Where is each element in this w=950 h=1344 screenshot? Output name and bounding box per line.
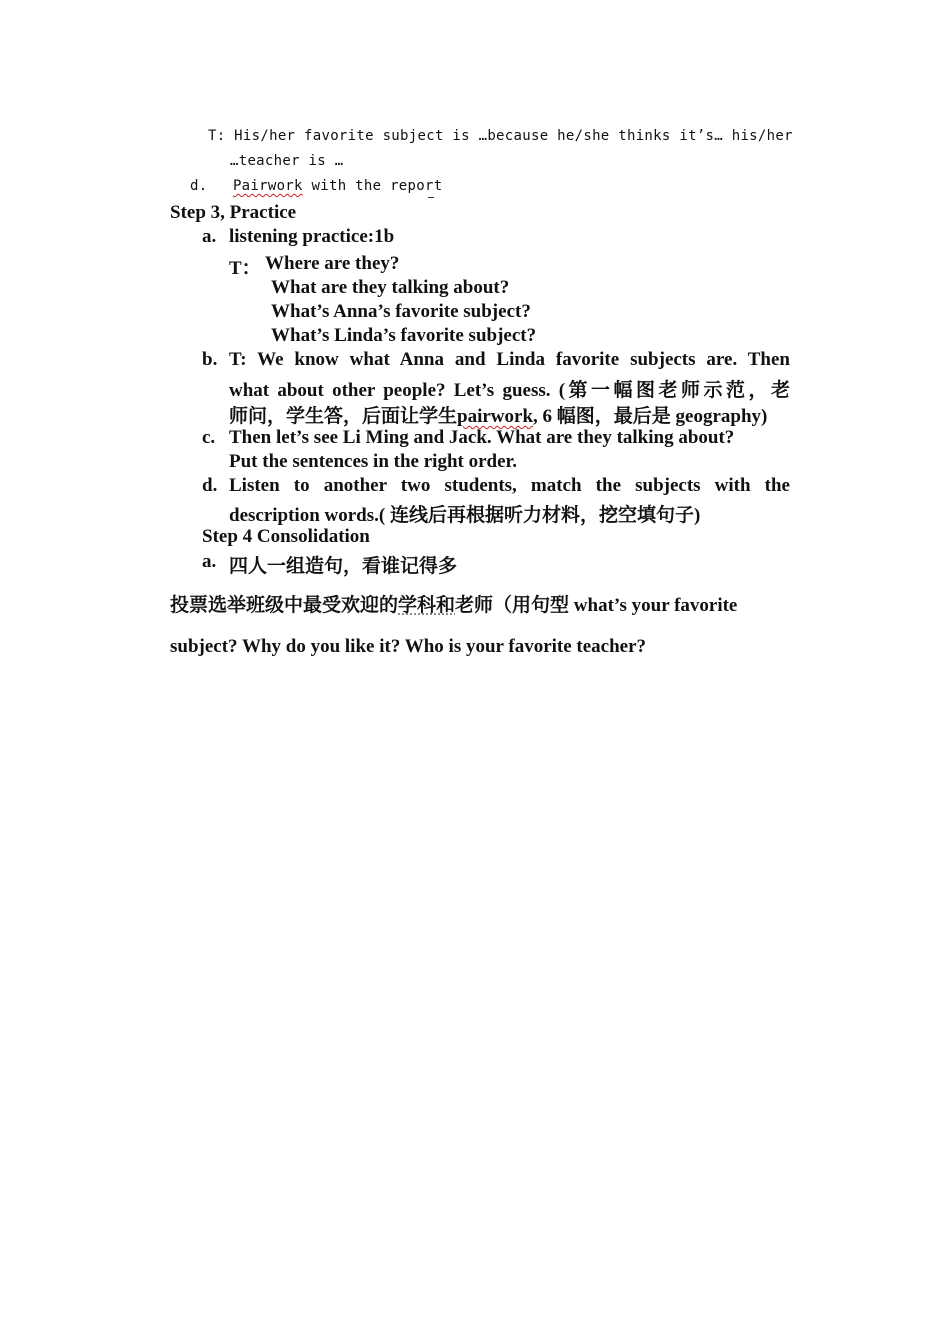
step3-b-line-3-pre: 师问，学生答，后面让学生 — [229, 406, 458, 427]
step3-b-line-1: T: We know what Anna and Linda favorite subjects are. Then — [229, 349, 790, 370]
step3-b-marker: b. — [202, 349, 218, 370]
step4-heading: Step 4 Consolidation — [202, 526, 370, 547]
report-t-line-2: …teacher is … — [230, 153, 344, 169]
step4-a-marker: a. — [202, 551, 217, 572]
vote-line-1-word: 学科和 — [398, 595, 456, 616]
vote-line-1 — [170, 590, 737, 617]
report-d-rest: with the report — [302, 178, 443, 194]
step3-question-4: What’s Linda’s favorite subject? — [271, 325, 537, 346]
step3-c-marker: c. — [202, 427, 216, 448]
vote-line-2: subject? Why do you like it? Who is your favorite teacher? — [170, 636, 647, 657]
step4-a-text: 四人一组造句，看谁记得多 — [229, 556, 458, 577]
report-d-item — [190, 178, 442, 194]
spellcheck-word-pairwork-2: pairwork — [457, 406, 534, 427]
step3-question-3: What’s Anna’s favorite subject? — [271, 301, 531, 322]
step3-question-1: Where are they? — [265, 253, 400, 274]
step3-c-line-2: Put the sentences in the right order. — [229, 451, 517, 472]
step3-a-text: listening practice:1b — [229, 226, 395, 247]
report-d-marker: d. — [190, 178, 208, 194]
step3-teacher-prefix: T： — [229, 258, 261, 279]
report-t-line-1: T: His/her favorite subject is …because he/she thinks it’s… his/her — [208, 128, 793, 144]
step3-d-marker: d. — [202, 475, 218, 496]
step3-question-2: What are they talking about? — [271, 277, 510, 298]
step3-d-line-2: description words.( 连线后再根据听力材料，挖空填句子) — [229, 505, 701, 526]
step3-c-line-1: Then let’s see Li Ming and Jack. What are they talking about? — [229, 427, 735, 448]
step3-a-marker: a. — [202, 226, 217, 247]
vote-line-1-pre: 投票选举班级中最受欢迎的 — [170, 595, 399, 616]
vote-line-1-post: 老师（用句型 what’s your favorite — [455, 595, 738, 616]
step3-d-line-1: Listen to another two students, match the subjects with the — [229, 475, 790, 496]
step3-b-line-3-post: , 6 幅图，最后是 geography) — [533, 406, 768, 427]
step3-heading: Step 3, Practice — [170, 202, 297, 223]
spellcheck-word-pairwork: Pairwork — [232, 178, 303, 194]
text-cursor-mark — [428, 197, 434, 198]
step3-b-line-3 — [229, 401, 767, 428]
step3-b-line-2: what about other people? Let’s guess. (第一幅图老师示范，老 — [229, 380, 790, 401]
